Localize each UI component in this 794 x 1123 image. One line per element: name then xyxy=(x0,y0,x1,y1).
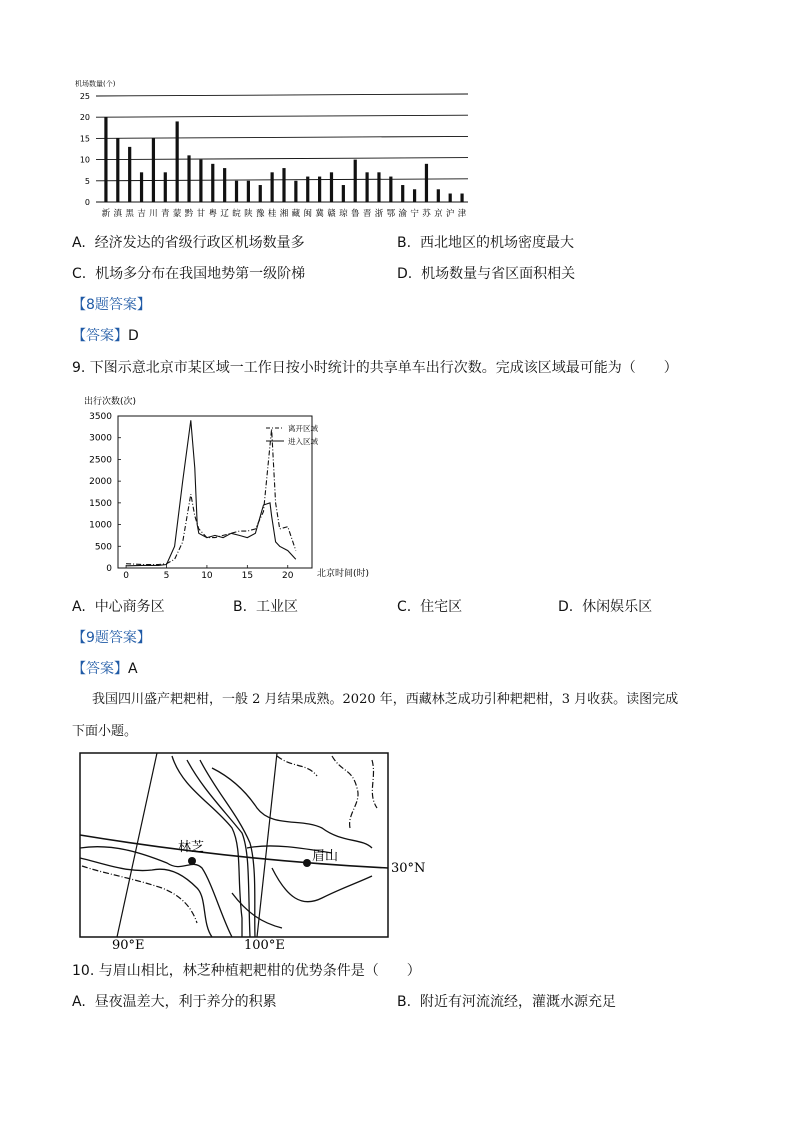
chart2-x-tick: 0 xyxy=(123,571,129,581)
chart1-bar xyxy=(365,172,368,202)
chart1-gridline xyxy=(96,115,468,117)
chart1-bar xyxy=(354,160,357,202)
q9-answer-header: 【9题答案】 xyxy=(72,630,151,646)
chart2-x-tick-labels xyxy=(123,571,294,581)
chart1-x-tick: 京 xyxy=(434,209,443,219)
region-map xyxy=(72,748,432,953)
chart1-bar xyxy=(164,172,167,202)
chart1-bar xyxy=(437,189,440,202)
chart1-bar xyxy=(330,172,333,202)
chart1-bar xyxy=(377,172,380,202)
chart2-y-tick: 1000 xyxy=(89,520,112,531)
chart1-bar xyxy=(187,155,190,202)
chart1-x-tick: 渝 xyxy=(398,209,407,219)
chart1-gridline xyxy=(96,179,468,181)
city-label-linzhi: 林芝 xyxy=(178,840,205,855)
q8-option-c: C. 机场多分布在我国地势第一级阶梯 xyxy=(72,266,306,282)
chart1-x-tick: 沪 xyxy=(445,209,455,219)
chart1-y-tick: 15 xyxy=(79,134,90,144)
chart2-x-axis-title: 北京时间(时) xyxy=(317,569,370,579)
chart1-x-tick: 鲁 xyxy=(350,209,360,219)
chart1-bar xyxy=(282,168,285,202)
chart1-bar xyxy=(271,172,274,202)
chart1-x-tick: 浙 xyxy=(374,209,384,219)
passage-line-1: 我国四川盛产耙耙柑，一般 2 月结果成熟。2020 年，西藏林芝成功引种耙耙柑，3 月收获。读图完成 xyxy=(92,692,679,707)
chart2-y-tick: 0 xyxy=(106,564,112,574)
series-leaving-line xyxy=(126,429,296,565)
chart1-x-tick: 新 xyxy=(101,209,111,219)
chart1-y-tick: 10 xyxy=(79,155,90,165)
chart1-bar xyxy=(152,138,155,202)
q9-stem: 9. 下图示意北京市某区域一工作日按小时统计的共享单车出行次数。完成该区域最可能为（ ） xyxy=(72,360,678,376)
chart1-bar xyxy=(140,172,143,202)
chart1-bar xyxy=(318,177,321,202)
lon-label-90e: 90°E xyxy=(112,938,145,953)
chart1-y-tick: 25 xyxy=(79,92,90,101)
chart2-plot-frame xyxy=(118,416,312,568)
chart1-bar xyxy=(294,181,297,202)
chart1-x-tick: 桂 xyxy=(267,209,277,219)
chart1-x-tick: 甘 xyxy=(196,209,206,219)
chart2-y-tick: 1500 xyxy=(89,498,112,509)
boundaries xyxy=(82,756,377,923)
chart1-x-tick: 津 xyxy=(457,209,467,219)
lon-label-100e: 100°E xyxy=(244,938,285,953)
chart2-legend xyxy=(266,423,318,446)
city-dot-linzhi xyxy=(188,857,196,865)
q9-answer: 【答案】A xyxy=(72,661,138,677)
q8-answer: 【答案】D xyxy=(72,328,139,344)
chart1-bar xyxy=(460,194,463,202)
chart1-bar xyxy=(235,181,238,202)
chart1-x-tick: 冀 xyxy=(315,209,324,219)
chart2-y-tick: 2000 xyxy=(89,477,112,488)
chart1-bar xyxy=(199,160,202,202)
chart1-bar xyxy=(401,185,404,202)
chart2-legend-label: 离开区域 xyxy=(288,424,318,433)
chart1-y-tick: 20 xyxy=(79,113,90,123)
chart1-x-tick: 豫 xyxy=(256,209,265,219)
chart2-series-lines xyxy=(126,420,296,566)
chart1-y-tick: 0 xyxy=(84,198,90,207)
chart2-x-tick: 10 xyxy=(201,571,213,581)
meridian-100e xyxy=(257,753,277,937)
chart1-x-tick: 赣 xyxy=(327,209,336,219)
chart2-y-tick: 2500 xyxy=(89,455,112,466)
chart1-x-tick: 皖 xyxy=(232,209,241,219)
q9-option-b: B. 工业区 xyxy=(233,599,298,615)
chart1-x-tick: 苏 xyxy=(422,209,431,219)
chart1-x-tick: 黑 xyxy=(125,209,134,219)
chart1-gridline xyxy=(96,94,468,96)
chart1-bar xyxy=(247,181,250,202)
q10-option-b: B. 附近有河流流经，灌溉水源充足 xyxy=(397,994,616,1010)
chart1-x-tick: 黔 xyxy=(184,209,194,219)
chart1-bar xyxy=(176,121,179,202)
chart1-x-tick: 湘 xyxy=(279,209,289,219)
chart1-x-tick: 蒙 xyxy=(172,209,182,219)
chart1-x-tick: 滇 xyxy=(113,209,123,219)
chart1-bar xyxy=(211,164,214,202)
chart1-x-tick-labels xyxy=(102,208,467,219)
chart2-y-tick: 3500 xyxy=(89,412,112,422)
chart1-bar xyxy=(128,147,131,202)
chart2-x-tick: 20 xyxy=(282,571,294,581)
q9-option-a: A. 中心商务区 xyxy=(72,599,165,615)
lat-label-30n: 30°N xyxy=(391,861,426,876)
chart2-x-tick: 5 xyxy=(163,571,170,581)
chart2-y-tick-labels xyxy=(89,412,112,574)
rivers-and-contours xyxy=(80,756,372,937)
chart1-x-tick: 川 xyxy=(149,209,158,219)
chart2-y-tick: 3000 xyxy=(89,433,112,444)
chart1-x-tick: 粤 xyxy=(208,209,218,219)
city-dot-meishan xyxy=(303,859,311,867)
chart1-bar xyxy=(223,168,226,202)
q9-option-d: D. 休闲娱乐区 xyxy=(558,599,653,615)
chart1-x-tick: 鄂 xyxy=(386,209,396,219)
chart1-x-tick: 吉 xyxy=(137,209,146,219)
chart1-y-axis-title: 机场数量(个) xyxy=(75,80,116,88)
chart1-bar xyxy=(306,177,309,202)
chart1-y-tick: 5 xyxy=(84,176,90,186)
chart1-x-tick: 青 xyxy=(161,209,170,219)
chart1-x-tick: 晋 xyxy=(362,209,372,219)
chart2-y-tick: 500 xyxy=(94,542,112,553)
chart1-gridlines xyxy=(96,94,468,202)
bike-trips-line-chart xyxy=(70,390,390,590)
chart1-bar xyxy=(104,117,107,202)
chart1-bar xyxy=(342,185,345,202)
chart1-gridline xyxy=(96,136,468,138)
q8-option-a: A. 经济发达的省级行政区机场数量多 xyxy=(72,235,305,251)
chart2-x-tick: 15 xyxy=(241,571,254,581)
q8-option-b: B. 西北地区的机场密度最大 xyxy=(397,235,574,251)
chart1-bar xyxy=(449,194,452,202)
passage-line-2: 下面小题。 xyxy=(72,724,138,739)
q8-answer-header: 【8题答案】 xyxy=(72,297,151,313)
chart1-y-tick-labels xyxy=(80,92,90,207)
chart1-gridline xyxy=(96,158,468,160)
chart1-x-tick: 辽 xyxy=(220,209,229,219)
q10-stem: 10. 与眉山相比，林芝种植耙耙柑的优势条件是（ ） xyxy=(72,963,421,979)
chart1-bar xyxy=(259,185,262,202)
chart1-x-tick: 陕 xyxy=(244,209,253,219)
q9-option-c: C. 住宅区 xyxy=(397,599,463,615)
chart1-x-tick: 宁 xyxy=(410,209,419,219)
airport-count-bar-chart xyxy=(60,64,480,224)
chart1-x-tick: 琼 xyxy=(339,209,348,219)
latitude-30n-line xyxy=(80,835,388,868)
chart2-legend-label: 进入区域 xyxy=(288,437,318,446)
chart1-bar xyxy=(413,189,416,202)
chart2-axes xyxy=(118,416,312,568)
chart1-bar xyxy=(116,138,119,202)
q8-option-d: D. 机场数量与省区面积相关 xyxy=(397,266,576,282)
chart1-bar xyxy=(389,177,392,202)
q10-option-a: A. 昼夜温差大，利于养分的积累 xyxy=(72,994,277,1010)
chart1-x-tick: 闽 xyxy=(303,209,312,219)
map-frame xyxy=(80,753,388,937)
chart2-y-axis-title: 出行次数(次) xyxy=(84,397,137,407)
chart1-x-tick: 藏 xyxy=(291,209,301,219)
city-label-meishan: 眉山 xyxy=(312,849,339,864)
chart1-bar xyxy=(425,164,428,202)
